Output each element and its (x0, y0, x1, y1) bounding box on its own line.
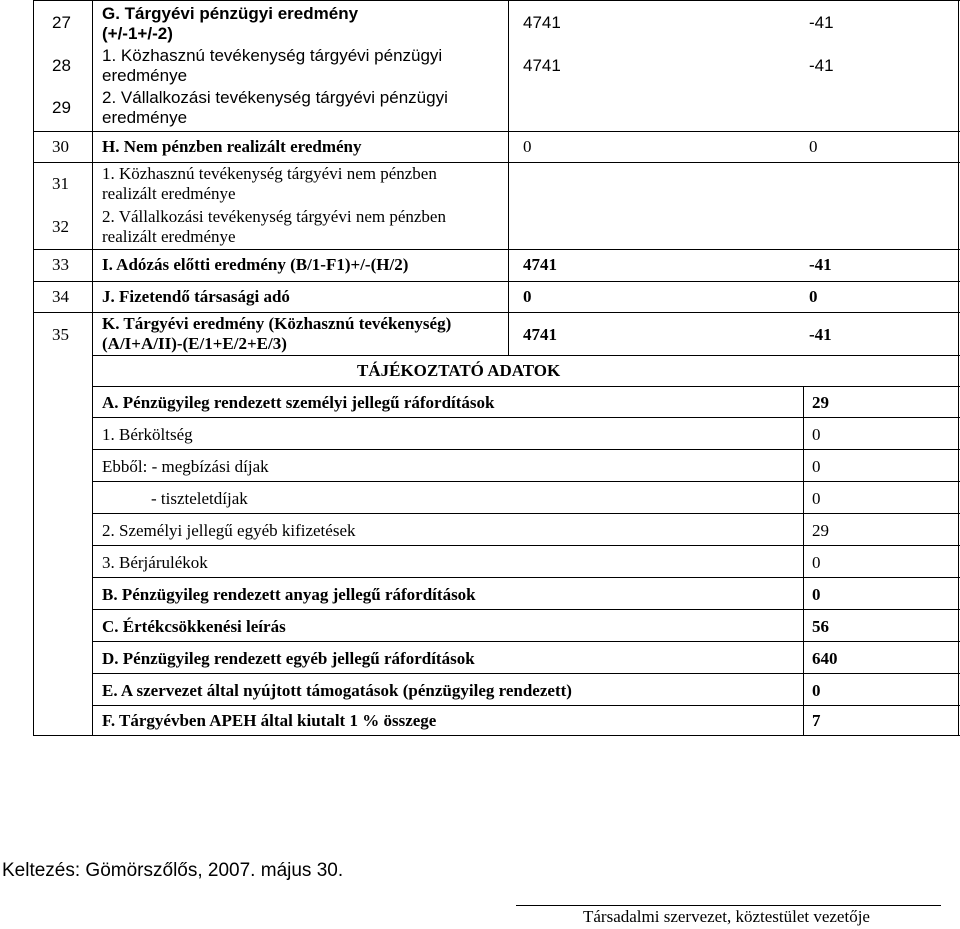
grid-line (92, 0, 93, 735)
signature-line (516, 905, 941, 906)
info-row-label: 3. Bérjárulékok (102, 553, 208, 572)
info-row-value: 29 (812, 521, 829, 540)
row-number: 28 (52, 56, 71, 75)
grid-line (92, 609, 960, 610)
info-row-label: - tiszteletdíjak (151, 489, 248, 508)
row-label: 2. Vállalkozási tevékenység tárgyévi nem pénzben realizált eredménye (102, 207, 446, 246)
grid-line (92, 513, 960, 514)
grid-line (92, 355, 960, 356)
row-label: I. Adózás előtti eredmény (B/1-F1)+/-(H/2) (102, 255, 409, 274)
grid-line (33, 249, 960, 250)
info-row-value: 0 (812, 585, 821, 604)
row-number: 27 (52, 13, 71, 32)
info-row-label: B. Pénzügyileg rendezett anyag jellegű ráfordítások (102, 585, 476, 604)
grid-line (92, 705, 960, 706)
value-prior: -41 (809, 325, 832, 344)
row-number: 35 (52, 325, 69, 344)
row-label: K. Tárgyévi eredmény (Közhasznú tevékenység) (A/I+A/II)-(E/1+E/2+E/3) (102, 314, 452, 353)
row-label: H. Nem pénzben realizált eredmény (102, 137, 362, 156)
value-prior: -41 (809, 255, 832, 274)
info-row-value: 0 (812, 425, 821, 444)
info-section-title: TÁJÉKOZTATÓ ADATOK (357, 361, 561, 380)
info-row-label: Ebből: - megbízási díjak (102, 457, 269, 476)
info-row-label: A. Pénzügyileg rendezett személyi jellegű ráfordítások (102, 393, 495, 412)
grid-line (92, 641, 960, 642)
value-prior: 0 (809, 287, 818, 306)
row-label: 2. Vállalkozási tevékenység tárgyévi pénzügyi eredménye (102, 88, 448, 127)
row-label: J. Fizetendő társasági adó (102, 287, 290, 306)
dateline: Keltezés: Gömörszőlős, 2007. május 30. (2, 860, 344, 881)
grid-line (33, 0, 960, 1)
row-number: 31 (52, 174, 69, 193)
info-row-label: F. Tárgyévben APEH által kiutalt 1 % összege (102, 711, 437, 730)
info-row-value: 7 (812, 711, 821, 730)
grid-line (33, 162, 960, 163)
info-row-value: 0 (812, 553, 821, 572)
info-row-value: 0 (812, 681, 821, 700)
row-number: 32 (52, 217, 69, 236)
value-prior: -41 (809, 13, 834, 32)
row-label: 1. Közhasznú tevékenység tárgyévi nem pénzben realizált eredménye (102, 164, 437, 203)
grid-line (33, 131, 960, 132)
grid-line (92, 577, 960, 578)
row-label: G. Tárgyévi pénzügyi eredmény (+/-1+/-2) (102, 4, 359, 43)
row-number: 30 (52, 137, 69, 156)
grid-line (33, 312, 960, 313)
value-current: 0 (523, 287, 532, 306)
value-current: 4741 (523, 325, 557, 344)
grid-line (958, 0, 959, 735)
grid-line (92, 417, 960, 418)
info-row-value: 0 (812, 457, 821, 476)
info-row-label: 2. Személyi jellegű egyéb kifizetések (102, 521, 356, 540)
info-row-value: 640 (812, 649, 838, 668)
row-number: 33 (52, 255, 69, 274)
value-current: 4741 (523, 13, 561, 32)
grid-line (92, 386, 960, 387)
row-number: 29 (52, 98, 71, 117)
info-row-value: 0 (812, 489, 821, 508)
signature-caption: Társadalmi szervezet, köztestület vezetője (583, 907, 870, 926)
grid-line (92, 449, 960, 450)
grid-line (33, 0, 34, 735)
value-current: 4741 (523, 255, 557, 274)
info-row-value: 56 (812, 617, 829, 636)
info-row-value: 29 (812, 393, 829, 412)
value-prior: -41 (809, 56, 834, 75)
value-current: 0 (523, 137, 532, 156)
row-label: 1. Közhasznú tevékenység tárgyévi pénzügyi eredménye (102, 46, 443, 85)
grid-line (803, 386, 804, 735)
grid-line (92, 545, 960, 546)
info-row-label: C. Értékcsökkenési leírás (102, 617, 286, 636)
grid-line (33, 281, 960, 282)
grid-line (508, 0, 509, 355)
grid-line (92, 481, 960, 482)
info-row-label: 1. Bérköltség (102, 425, 193, 444)
grid-line (92, 673, 960, 674)
info-row-label: E. A szervezet által nyújtott támogatások (pénzügyileg rendezett) (102, 681, 572, 700)
value-current: 4741 (523, 56, 561, 75)
row-number: 34 (52, 287, 69, 306)
grid-line (33, 735, 960, 736)
value-prior: 0 (809, 137, 818, 156)
info-row-label: D. Pénzügyileg rendezett egyéb jellegű ráfordítások (102, 649, 475, 668)
